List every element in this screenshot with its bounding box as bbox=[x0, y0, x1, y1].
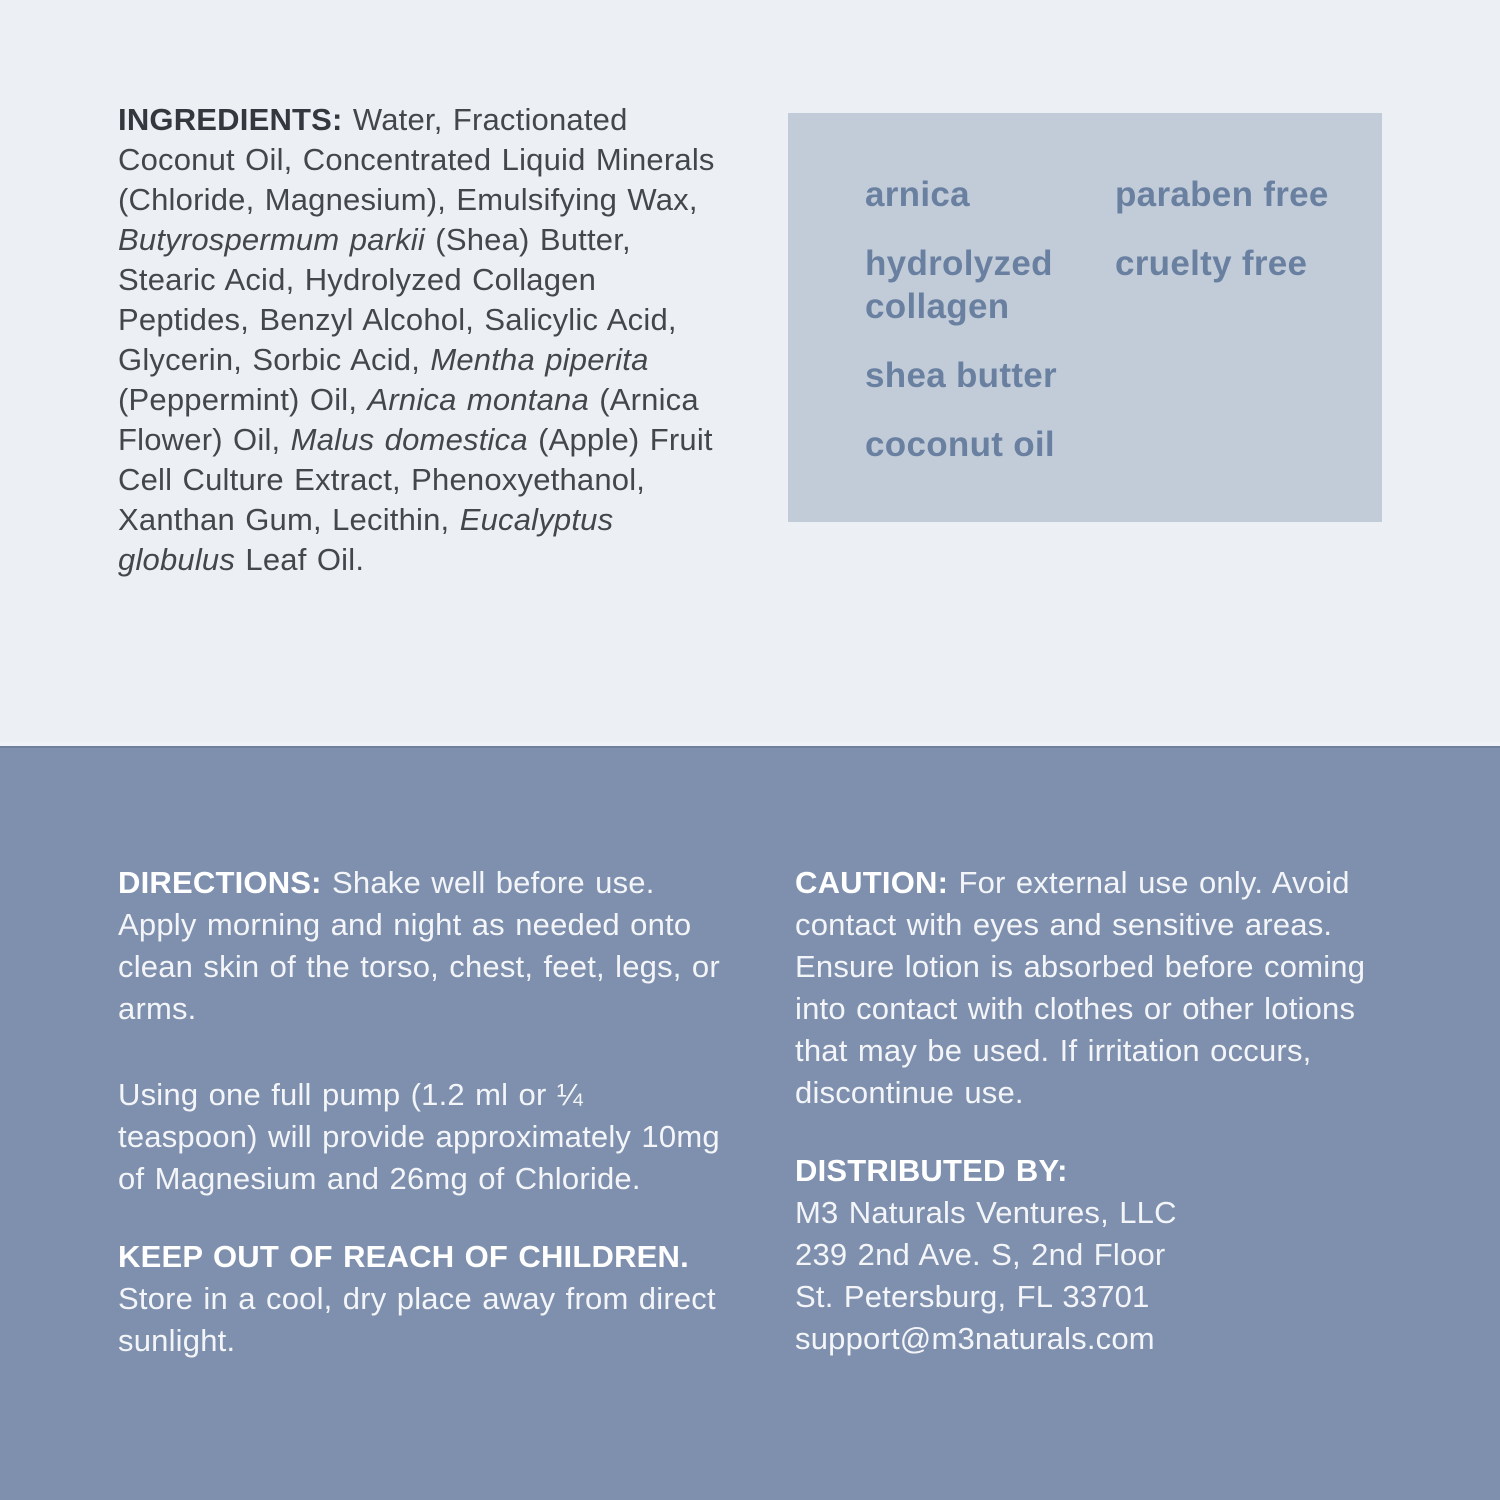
distributed-company: M3 Naturals Ventures, LLC bbox=[795, 1195, 1177, 1230]
highlight-item-paraben-free: paraben free bbox=[1115, 175, 1329, 214]
highlights-column-right bbox=[1115, 173, 1330, 522]
distributed-email: support@m3naturals.com bbox=[795, 1321, 1155, 1356]
directions-paragraph: DIRECTIONS: Shake well before use. Apply morning and night as needed onto clean skin of the torso, chest, feet, legs, or arms. bbox=[118, 865, 720, 1026]
distributed-by-heading: DISTRIBUTED BY: bbox=[795, 1153, 1068, 1188]
dosage-paragraph: Using one full pump (1.2 ml or ¼ teaspoon) will provide approximately 10mg of Magnesium and 26mg of Chloride. bbox=[118, 1077, 720, 1196]
highlight-item-arnica: arnica bbox=[865, 175, 970, 214]
distributed-by-block bbox=[795, 1150, 1410, 1360]
highlight-item-coconut-oil: coconut oil bbox=[865, 425, 1055, 464]
highlights-column-left bbox=[865, 173, 1115, 522]
usage-panel bbox=[0, 746, 1500, 1500]
caution-paragraph: CAUTION: For external use only. Avoid contact with eyes and sensitive areas. Ensure lotion is absorbed before coming into contact with clothes or other lotions that may be used. If irritation occurs, discontinue use. bbox=[795, 865, 1366, 1110]
highlights-box bbox=[788, 113, 1382, 522]
usage-column-left bbox=[118, 862, 723, 1362]
highlight-item-shea-butter: shea butter bbox=[865, 356, 1057, 395]
usage-column-right bbox=[795, 862, 1410, 1360]
highlight-item-cruelty-free: cruelty free bbox=[1115, 244, 1308, 283]
highlight-item-hydrolyzed-collagen: hydrolyzed collagen bbox=[865, 244, 1053, 326]
ingredients-panel bbox=[0, 0, 1500, 742]
distributed-street: 239 2nd Ave. S, 2nd Floor bbox=[795, 1237, 1166, 1272]
ingredients-paragraph: INGREDIENTS: Water, Fractionated Coconut Oil, Concentrated Liquid Minerals (Chloride, Magnesium), Emulsifying Wax, Butyrospermum parkii (Shea) Butter, Stearic Acid, Hydrolyzed Collagen Peptides, Benzyl Alcohol, Salicylic Acid, Glycerin, Sorbic Acid, Mentha piperita (Peppermint) Oil, Arnica montana (Arnica Flower) Oil, Malus domestica (Apple) Fruit Cell Culture Extract, Phenoxyethanol, Xanthan Gum, Lecithin, Eucalyptus globulus Leaf Oil. bbox=[118, 102, 715, 577]
keep-out-paragraph: KEEP OUT OF REACH OF CHILDREN. Store in a cool, dry place away from direct sunlight. bbox=[118, 1239, 716, 1358]
distributed-city: St. Petersburg, FL 33701 bbox=[795, 1279, 1150, 1314]
